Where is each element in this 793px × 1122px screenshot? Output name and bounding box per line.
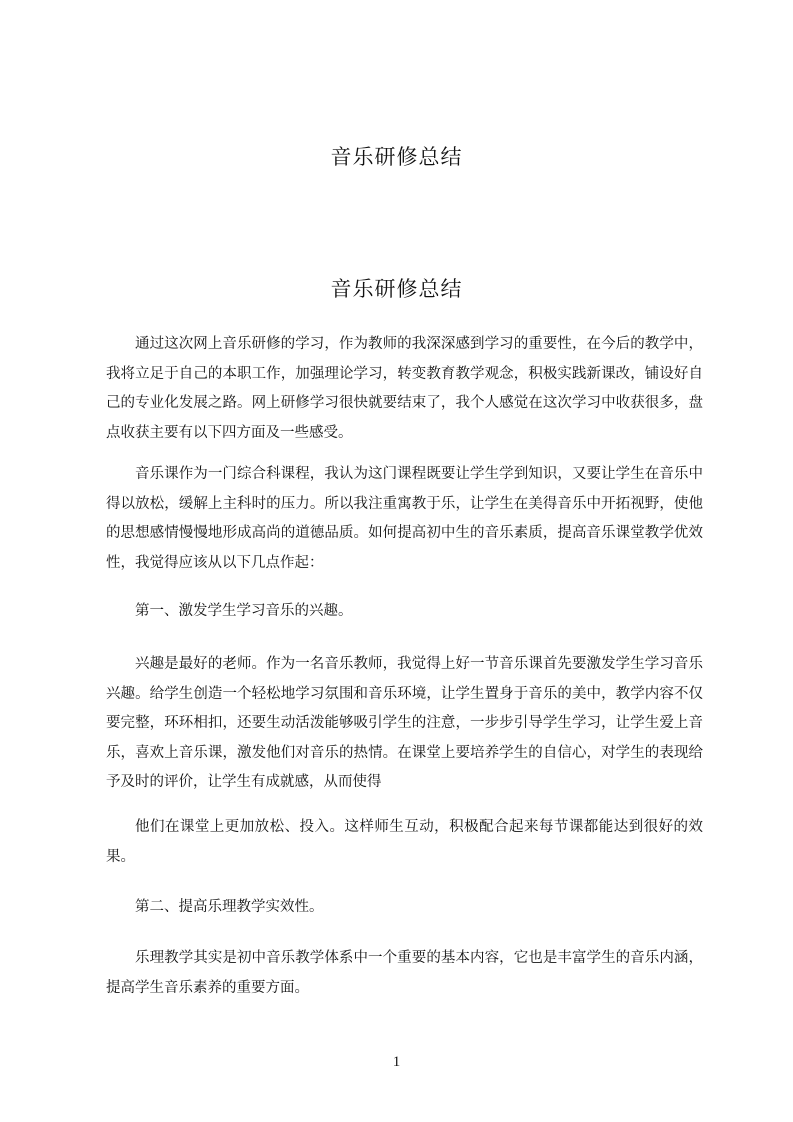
- paragraph-theory: 乐理教学其实是初中音乐教学体系中一个重要的基本内容，它也是丰富学生的音乐内涵，提高学生音乐素养的重要方面。: [106, 950, 703, 996]
- section-heading-theory: 第二、提高乐理教学实效性。: [135, 899, 324, 915]
- document-title-main: 音乐研修总结: [330, 277, 463, 301]
- paragraph-intro: 通过这次网上音乐研修的学习，作为教师的我深深感到学习的重要性，在今后的教学中，我将立足于自己的本职工作，加强理论学习，转变教育教学观念，积极实践新课改，铺设好自己的专业化发展之路。网上研修学习很快就要结束了，我个人感觉在这次学习中收获很多，盘点收获主要有以下四方面及一些感受。: [106, 336, 703, 441]
- page-number: 1: [392, 1054, 401, 1070]
- paragraph-course: 音乐课作为一门综合科课程，我认为这门课程既要让学生学到知识，又要让学生在音乐中得以放松，缓解上主科时的压力。所以我注重寓教于乐，让学生在美得音乐中开拓视野，使他的思想感情慢慢地形成高尚的道德品质。如何提高初中生的音乐素质，提高音乐课堂教学优效性，我觉得应该从以下几点作起：: [106, 466, 703, 571]
- section-heading-interest: 第一、激发学生学习音乐的兴趣。: [135, 603, 353, 619]
- paragraph-interest: 兴趣是最好的老师。作为一名音乐教师，我觉得上好一节音乐课首先要激发学生学习音乐兴趣。给学生创造一个轻松地学习氛围和音乐环境，让学生置身于音乐的美中，教学内容不仅要完整，环环相扣，还要生动活泼能够吸引学生的注意，一步步引导学生学习，让学生爱上音乐，喜欢上音乐课，激发他们对音乐的热情。在课堂上要培养学生的自信心，对学生的表现给予及时的评价，让学生有成就感，从而使得: [106, 656, 703, 790]
- paragraph-interaction: 他们在课堂上更加放松、投入。这样师生互动，积极配合起来每节课都能达到很好的效果。: [106, 819, 703, 865]
- document-title-top: 音乐研修总结: [330, 145, 463, 169]
